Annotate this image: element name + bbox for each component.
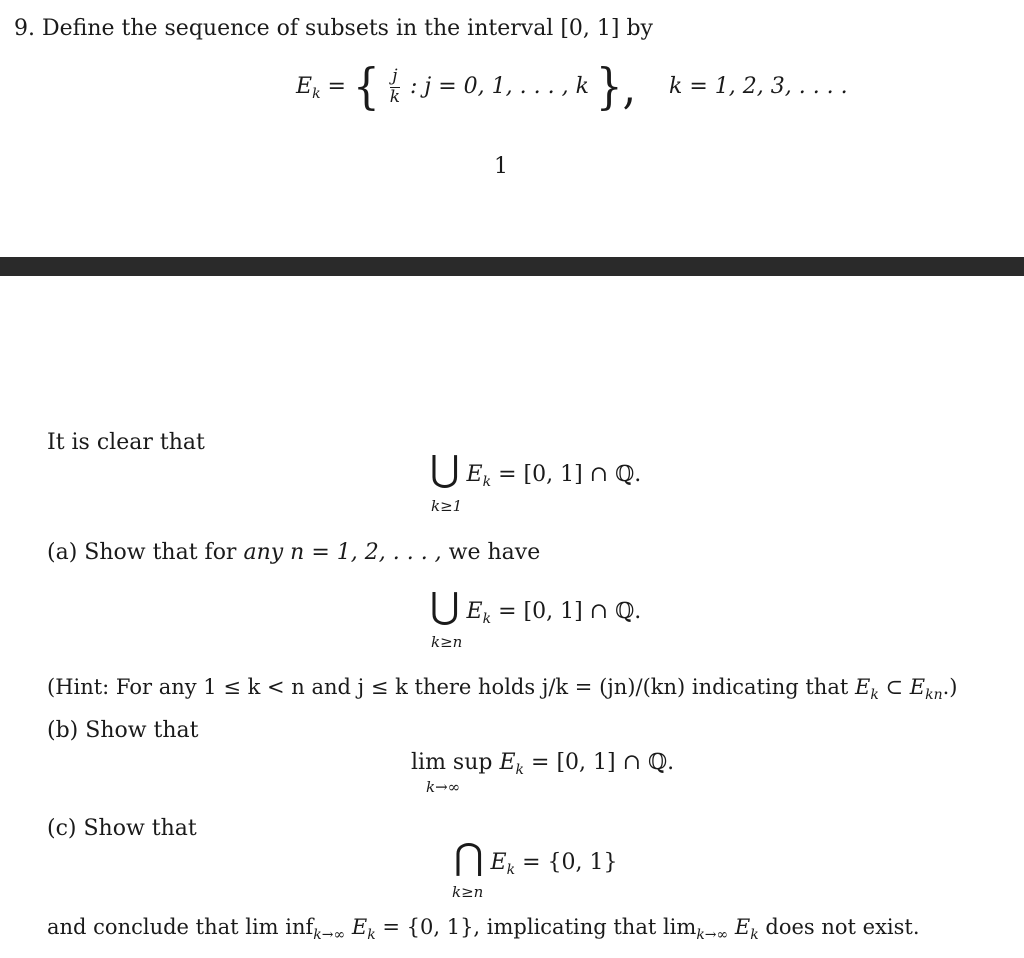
conclusion-part3: = {0, 1}, implicating that lim (375, 915, 697, 939)
clear-that-text: It is clear that (47, 430, 205, 455)
close-brace: }, (595, 58, 636, 115)
fraction-j-over-k (389, 65, 401, 107)
part-a-range: n = 1, 2, . . . , (283, 540, 449, 565)
hint-text (47, 677, 957, 702)
page-number: 1 (494, 154, 508, 179)
open-brace: { (352, 58, 380, 115)
set-rule: : j = 0, 1, . . . , k (410, 74, 589, 99)
conclusion-part5: does not exist. (758, 915, 920, 939)
union-body-symbol: E (466, 462, 483, 487)
conclusion-text (47, 917, 920, 942)
intersection-equation (454, 837, 618, 878)
conclusion-lim-index: k→∞ (696, 927, 729, 943)
conclusion-set2-sub: k (750, 927, 759, 943)
hint-set2-sub: kn (925, 687, 943, 703)
union-n-rhs: = [0, 1] ∩ ℚ. (498, 599, 642, 624)
hint-subset: ⊂ (878, 675, 910, 699)
part-c-text: (c) Show that (47, 816, 197, 841)
hint-main: (Hint: For any 1 ≤ k < n and j ≤ k there holds j/k = (jn)/(kn) indicating that (47, 675, 855, 699)
set-subscript: k (312, 86, 321, 102)
union-n-body-symbol: E (466, 599, 483, 624)
part-a-any: any (243, 540, 284, 565)
conclusion-part1: and conclude that lim inf (47, 915, 314, 939)
conclusion-set1-sub: k (367, 927, 376, 943)
union-body-subscript: k (482, 474, 492, 490)
equals-sign: = (327, 74, 346, 99)
hint-end: .) (942, 675, 958, 699)
set-symbol: E (296, 74, 313, 99)
limsup-body-symbol: E (499, 750, 516, 775)
part-a-suffix: we have (448, 540, 541, 565)
union-all-equation (430, 449, 642, 490)
limsup-rhs: = [0, 1] ∩ ℚ. (531, 750, 675, 775)
union-n-index: k≥n (431, 633, 463, 651)
union-n-equation (430, 586, 642, 627)
union-operator: ⋃ (430, 449, 460, 490)
hint-set2: E (909, 675, 926, 699)
fraction-numerator: j (390, 68, 400, 88)
limsup-body-subscript: k (515, 762, 525, 778)
conclusion-liminf-index: k→∞ (313, 927, 346, 943)
intersection-operator: ⋂ (454, 837, 484, 878)
part-a-text (47, 542, 540, 564)
intersection-body-subscript: k (506, 862, 516, 878)
conclusion-set2: E (734, 915, 751, 939)
union-n-operator: ⋃ (430, 586, 460, 627)
problem-heading: 9. Define the sequence of subsets in the interval [0, 1] by (14, 16, 653, 41)
definition-equation (296, 58, 848, 115)
part-b-text: (b) Show that (47, 718, 199, 743)
limsup-operator: lim sup (411, 750, 493, 775)
conclusion-set1: E (351, 915, 368, 939)
intersection-index: k≥n (452, 883, 484, 901)
hint-set1: E (854, 675, 871, 699)
hint-set1-sub: k (870, 687, 879, 703)
union-n-body-subscript: k (482, 611, 492, 627)
limsup-index: k→∞ (426, 778, 461, 796)
limsup-equation (411, 752, 674, 777)
index-range: k = 1, 2, 3, . . . . (669, 74, 848, 99)
intersection-body-symbol: E (490, 850, 507, 875)
page-divider (0, 257, 1024, 276)
union-all-index: k≥1 (431, 497, 463, 515)
union-rhs: = [0, 1] ∩ ℚ. (498, 462, 642, 487)
intersection-rhs: = {0, 1} (522, 850, 618, 875)
part-a-prefix: (a) Show that for (47, 540, 244, 565)
fraction-denominator: k (389, 86, 401, 107)
